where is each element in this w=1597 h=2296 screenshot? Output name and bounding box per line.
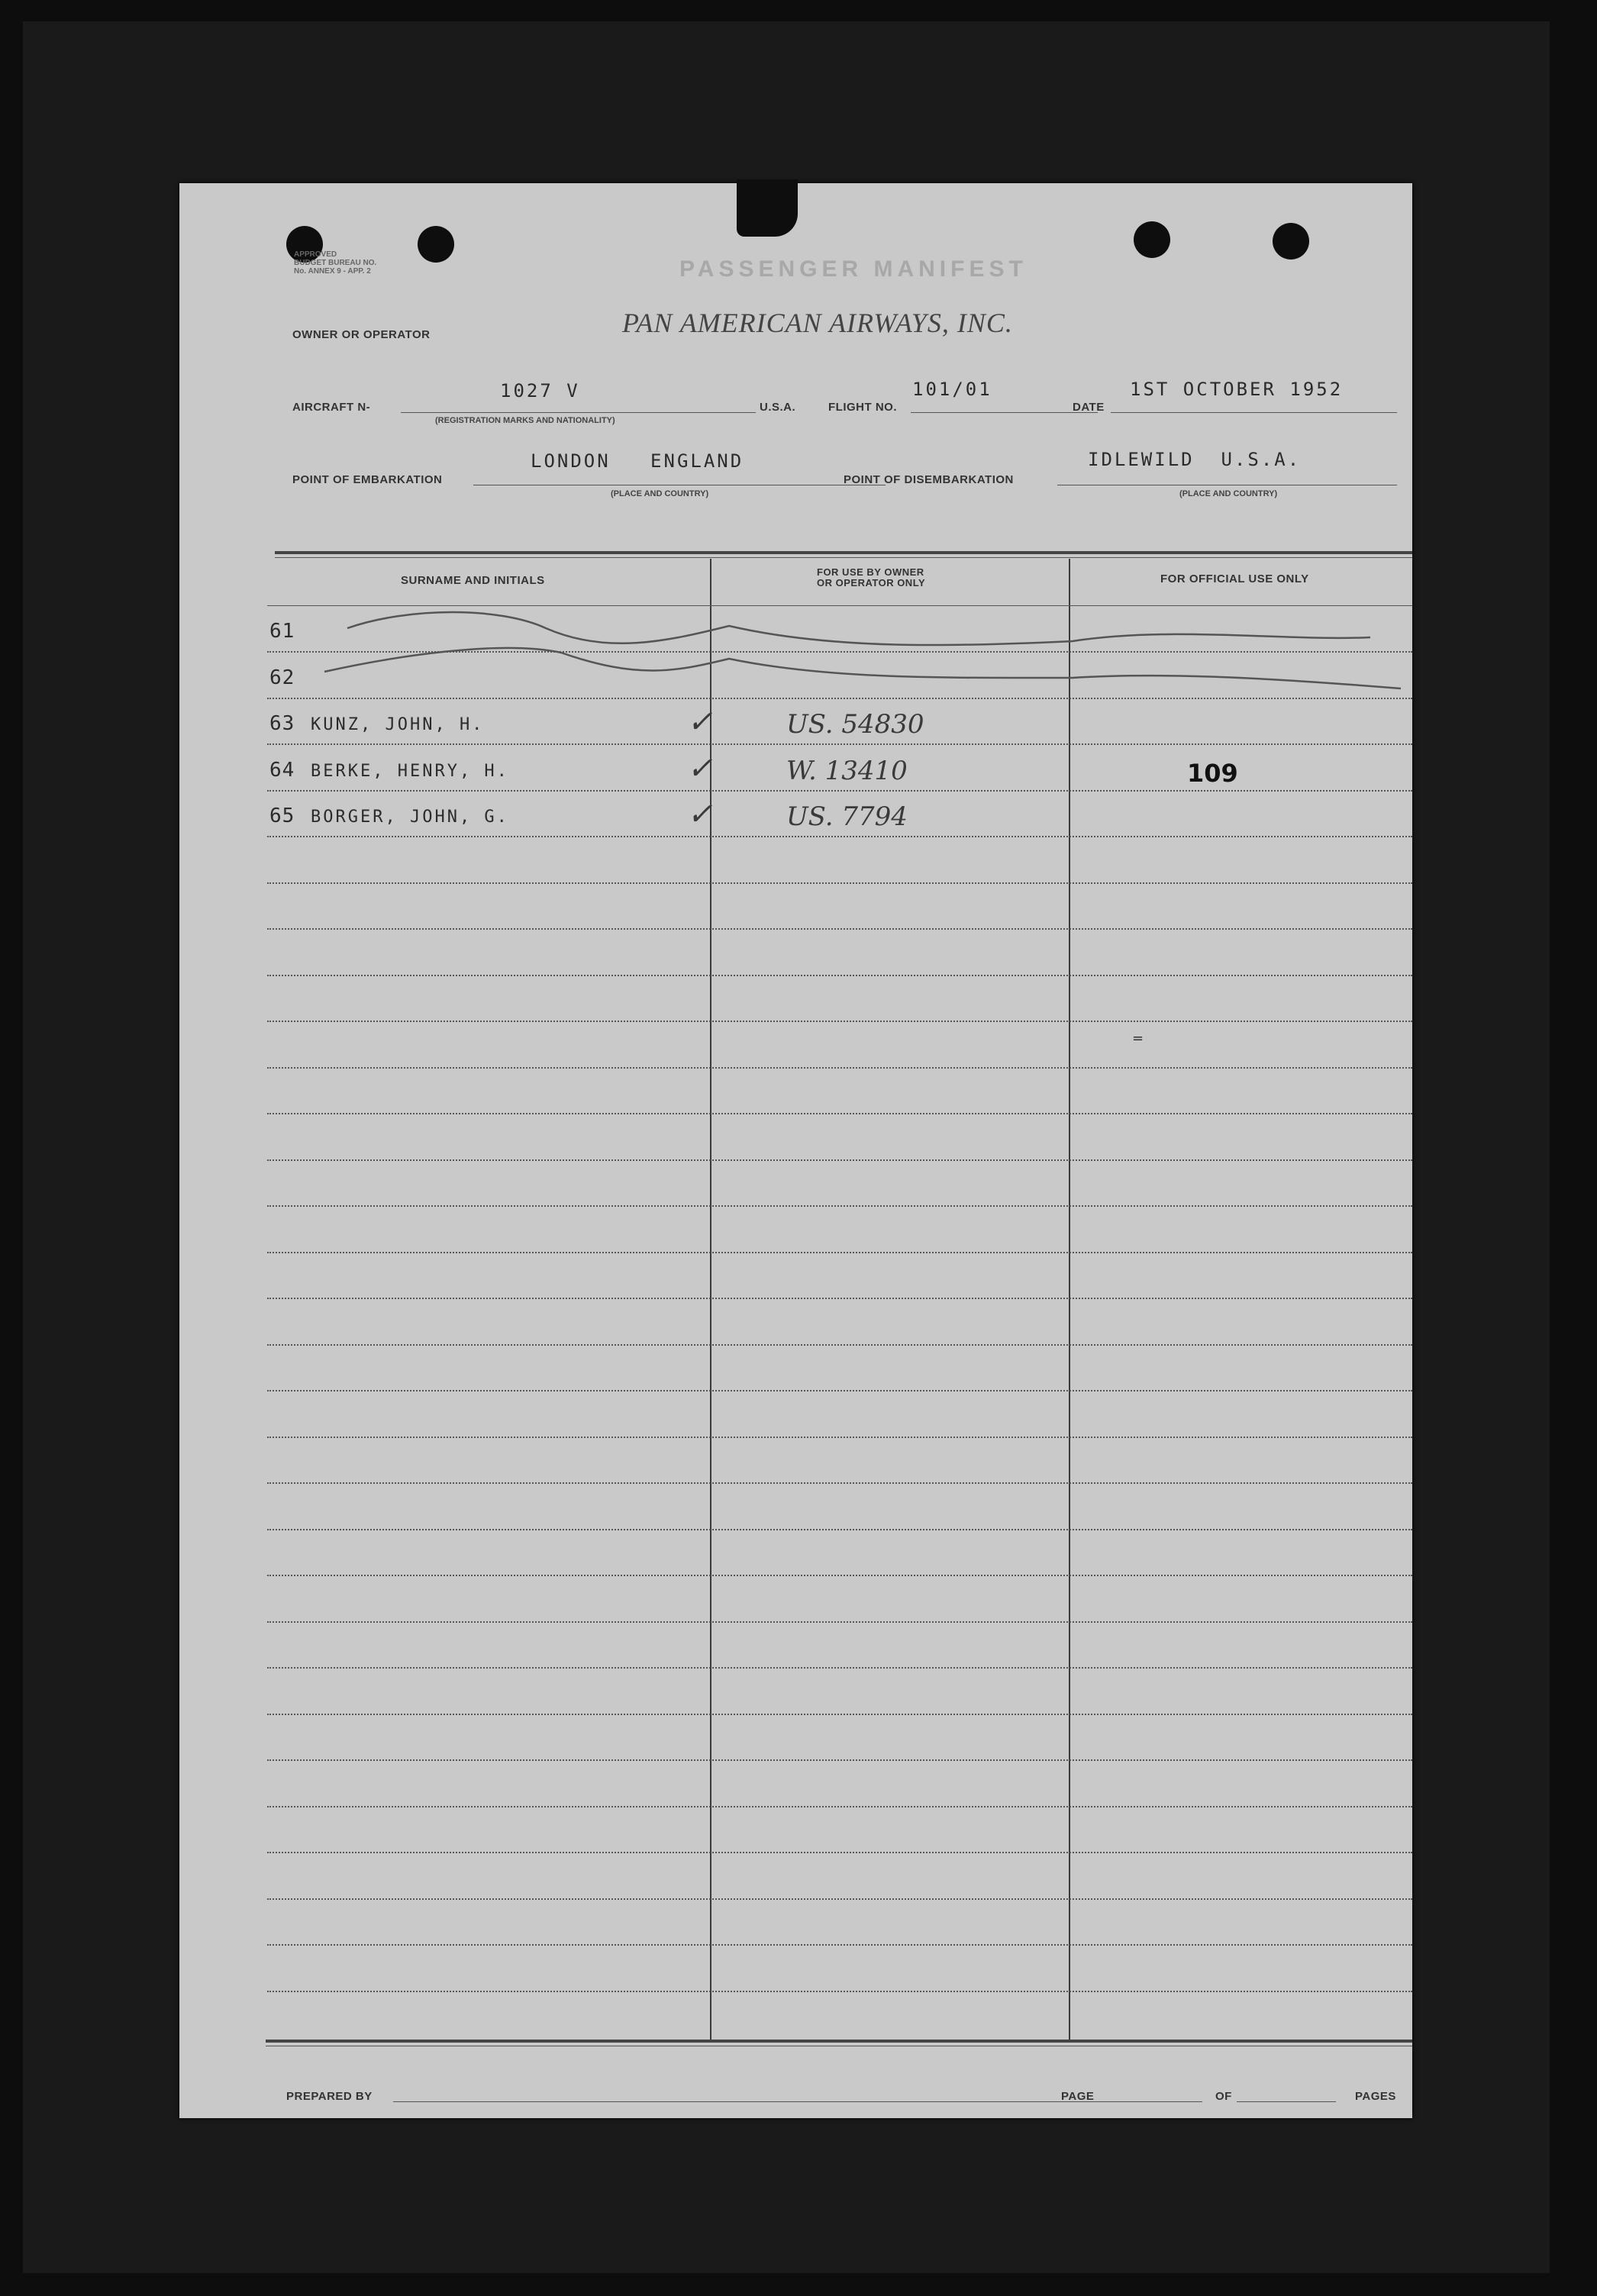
- row-divider: [267, 882, 1412, 884]
- of-underline: [1237, 2101, 1336, 2102]
- aircraft-label: AIRCRAFT N-: [292, 401, 371, 414]
- nationality-label: U.S.A.: [760, 401, 796, 414]
- row-divider: [267, 1437, 1412, 1438]
- row-divider: [267, 1067, 1412, 1069]
- cancel-line-row-61: [347, 612, 1370, 645]
- row-divider: [267, 1298, 1412, 1299]
- row-divider: [267, 836, 1412, 837]
- operator-note: W. 13410: [786, 755, 908, 786]
- aircraft-value: 1027 V: [500, 380, 580, 401]
- embarkation-value: LONDON ENGLAND: [531, 450, 744, 472]
- check-mark: ✓: [687, 750, 713, 786]
- row-divider: [267, 975, 1412, 976]
- passenger-name: KUNZ, JOHN, H.: [311, 715, 485, 734]
- of-label: OF: [1215, 2090, 1232, 2103]
- row-divider: [267, 1759, 1412, 1761]
- row-divider: [267, 1575, 1412, 1576]
- row-divider: [267, 1714, 1412, 1715]
- row-divider: [267, 1113, 1412, 1114]
- row-divider: [267, 1021, 1412, 1022]
- row-number: 64: [269, 758, 295, 782]
- row-divider: [267, 1529, 1412, 1530]
- check-mark: ✓: [687, 797, 713, 832]
- row-number: 61: [269, 620, 295, 643]
- official-number: 109: [1187, 758, 1238, 788]
- row-divider: [267, 743, 1412, 745]
- row-divider: [267, 1898, 1412, 1900]
- row-divider: [267, 1205, 1412, 1207]
- row-number: 65: [269, 805, 295, 827]
- row-divider: [267, 1344, 1412, 1346]
- cancel-strike-lines: [179, 183, 1412, 718]
- form-stamp: APPROVED BUDGET BUREAU NO. No. ANNEX 9 - APP. 2: [294, 250, 377, 276]
- prepared-by-underline: [393, 2101, 1103, 2102]
- prepared-by-label: PREPARED BY: [286, 2090, 373, 2103]
- form-title: PASSENGER MANIFEST: [679, 256, 1028, 282]
- manifest-sheet: [179, 183, 1412, 2118]
- passenger-name: BERKE, HENRY, H.: [311, 761, 509, 781]
- cancel-line-row-62: [324, 648, 1401, 688]
- row-divider: [267, 790, 1412, 792]
- column-divider-2: [1069, 559, 1070, 2040]
- row-divider: [267, 1944, 1412, 1946]
- disembarkation-sublabel: (PLACE AND COUNTRY): [1179, 489, 1278, 498]
- row-divider: [267, 1667, 1412, 1669]
- check-mark: ✓: [687, 705, 713, 740]
- official-mark: =: [1132, 1030, 1144, 1046]
- date-value: 1ST OCTOBER 1952: [1130, 379, 1344, 400]
- row-divider: [267, 1806, 1412, 1807]
- row-divider: [267, 1390, 1412, 1391]
- embarkation-label: POINT OF EMBARKATION: [292, 473, 443, 486]
- embarkation-sublabel: (PLACE AND COUNTRY): [611, 489, 709, 498]
- row-divider: [267, 1159, 1412, 1161]
- column-header-name: SURNAME AND INITIALS: [401, 574, 545, 587]
- aircraft-sublabel: (REGISTRATION MARKS AND NATIONALITY): [435, 416, 615, 425]
- passenger-name: BORGER, JOHN, G.: [311, 808, 509, 827]
- disembarkation-value: IDLEWILD U.S.A.: [1088, 449, 1302, 470]
- disembarkation-label: POINT OF DISEMBARKATION: [844, 473, 1014, 486]
- row-divider: [267, 928, 1412, 930]
- table-bottom-rule: [266, 2040, 1412, 2043]
- flight-value: 101/01: [912, 379, 992, 400]
- page-underline: [1103, 2101, 1202, 2102]
- column-header-operator-1: FOR USE BY OWNER: [817, 566, 924, 578]
- operator-note: US. 54830: [786, 709, 924, 740]
- row-divider: [267, 1621, 1412, 1623]
- flight-label: FLIGHT NO.: [828, 401, 897, 414]
- operator-note: US. 7794: [786, 801, 908, 832]
- row-divider: [267, 1991, 1412, 1992]
- row-number: 62: [269, 666, 295, 689]
- page-label: PAGE: [1061, 2090, 1095, 2103]
- column-header-operator-2: OR OPERATOR ONLY: [817, 577, 926, 589]
- row-divider: [267, 1482, 1412, 1484]
- column-header-official: FOR OFFICIAL USE ONLY: [1160, 572, 1309, 585]
- date-label: DATE: [1073, 401, 1105, 414]
- row-divider: [267, 1852, 1412, 1853]
- row-number: 63: [269, 712, 295, 735]
- owner-value: PAN AMERICAN AIRWAYS, INC.: [622, 308, 1013, 338]
- row-divider: [267, 1252, 1412, 1253]
- owner-label: OWNER OR OPERATOR: [292, 328, 431, 341]
- pages-label: PAGES: [1355, 2090, 1396, 2103]
